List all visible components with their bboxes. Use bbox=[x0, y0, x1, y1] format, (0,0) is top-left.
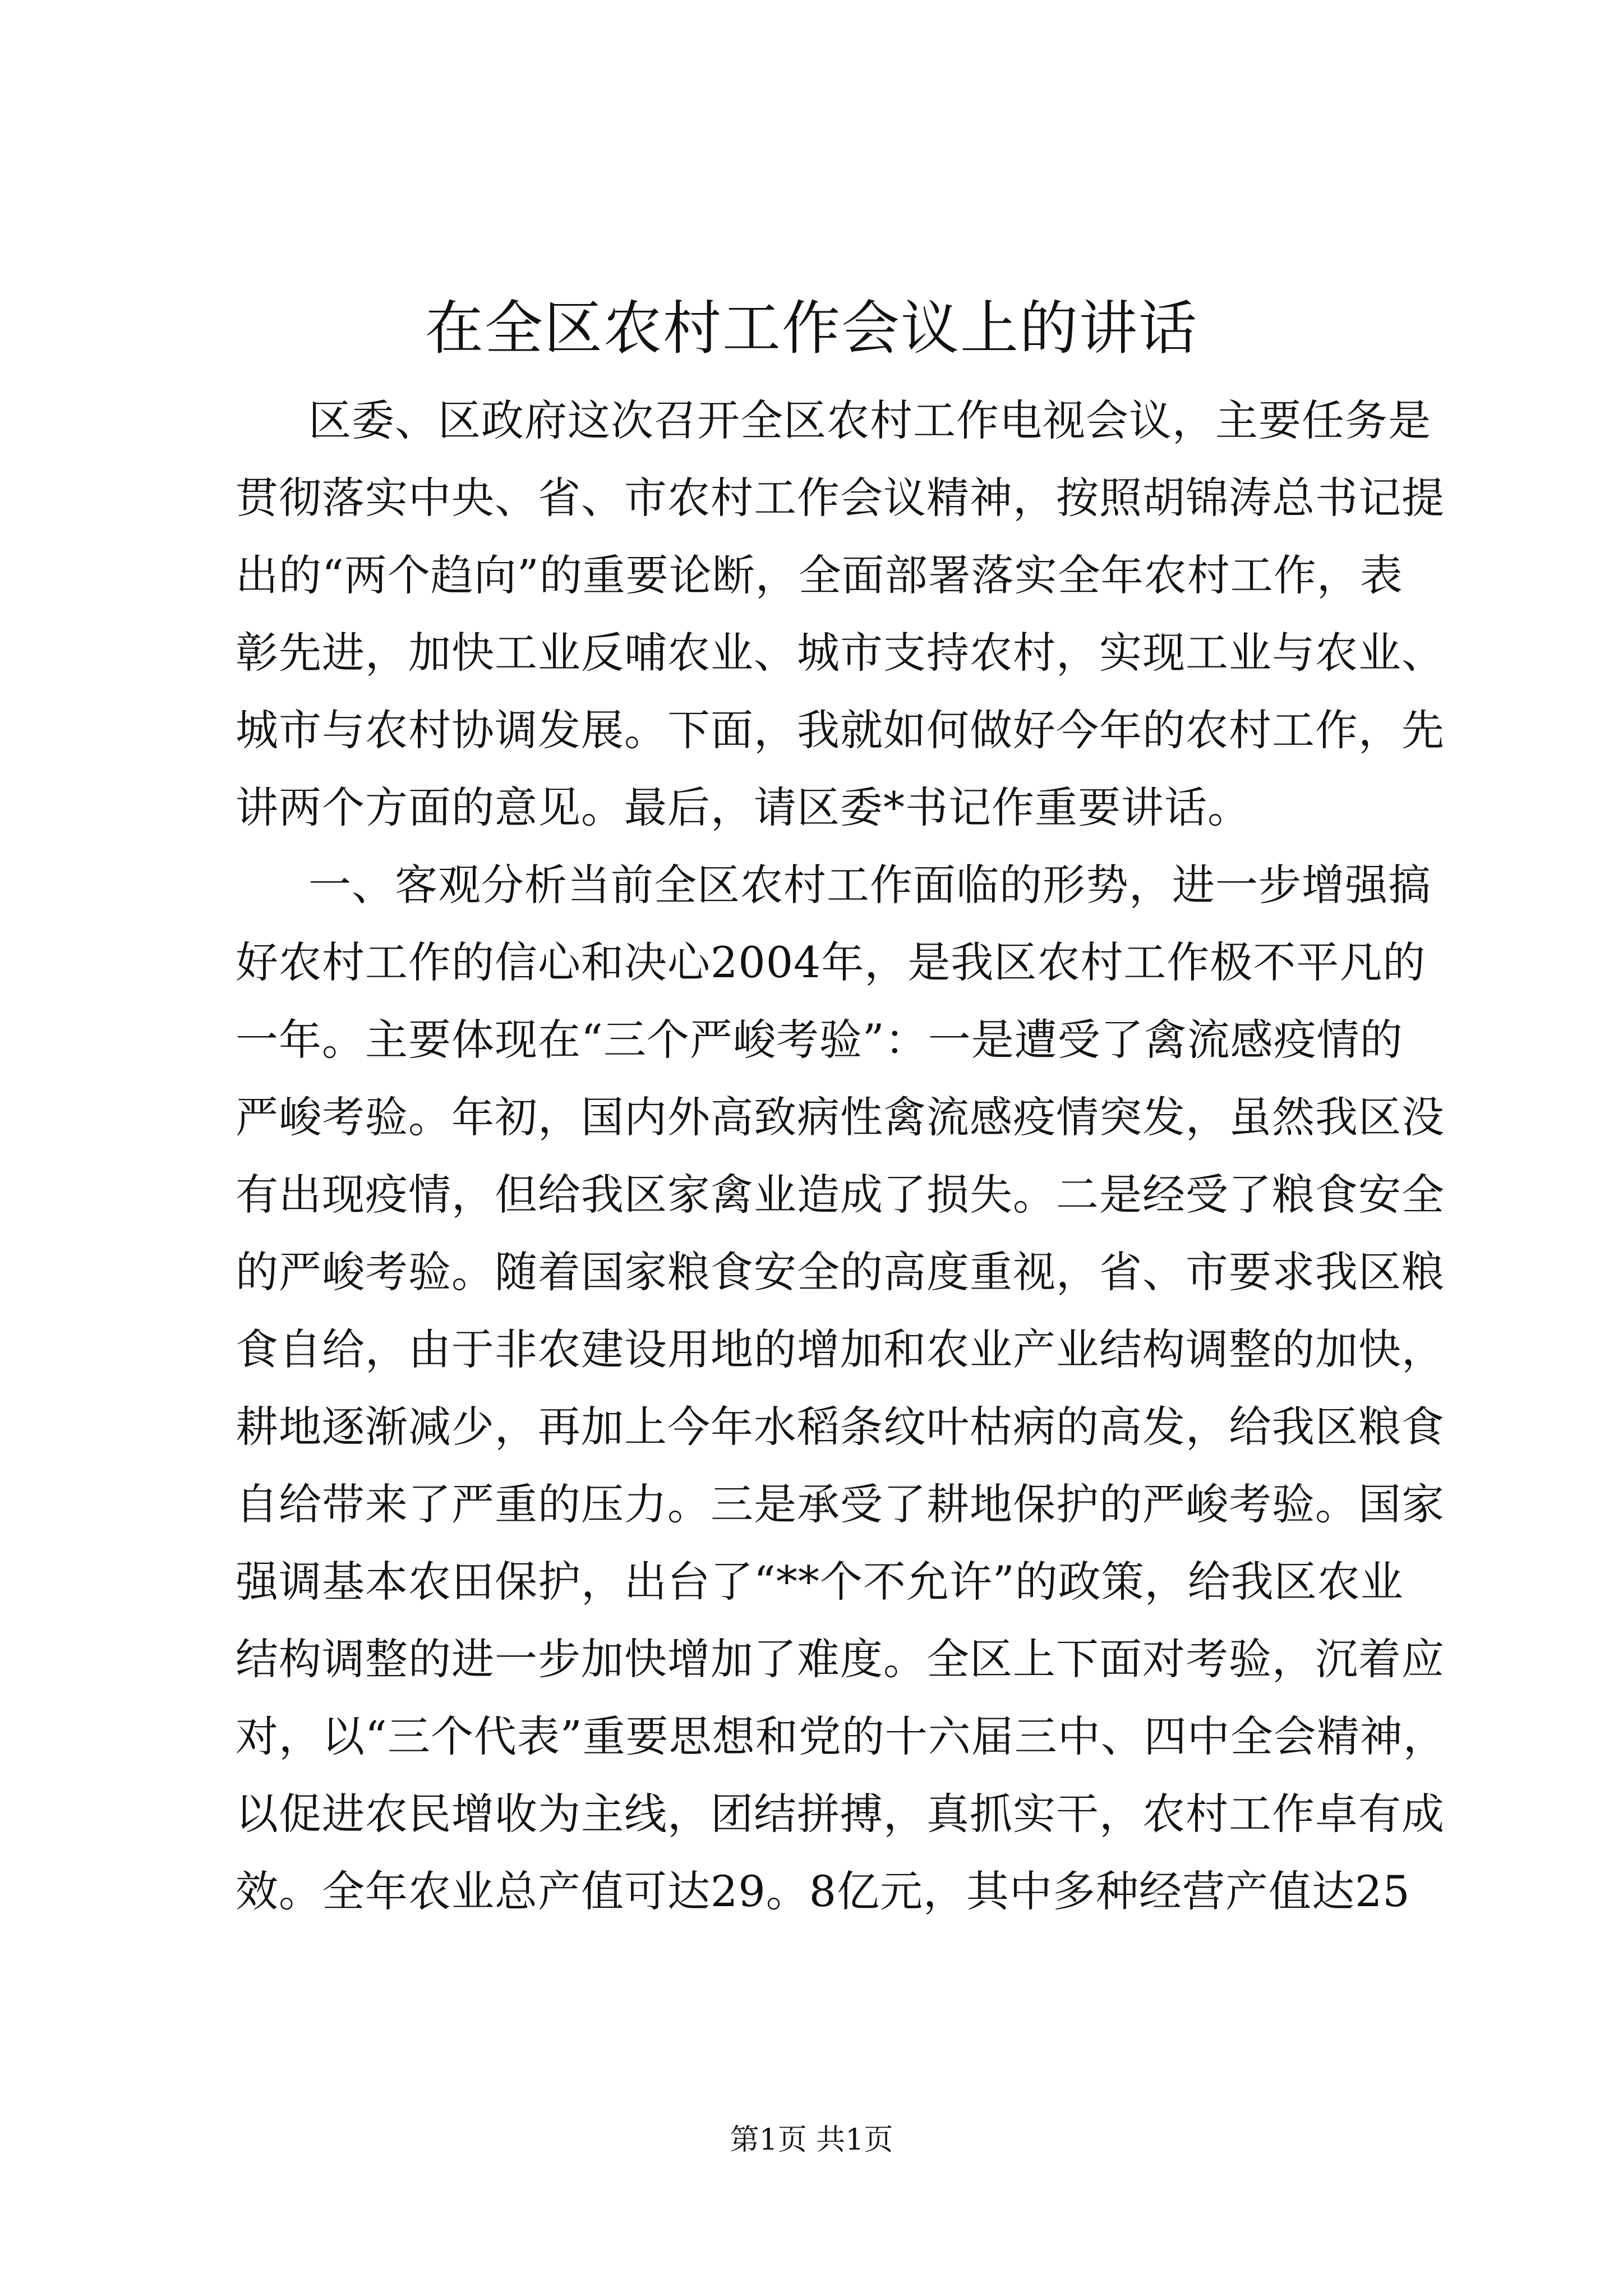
text-line: 耕地逐渐减少，再加上今年水稻条纹叶枯病的高发，给我区粮食 bbox=[236, 1402, 1445, 1452]
page-footer: 第1页 共1页 bbox=[730, 2123, 893, 2157]
text-line: 结构调整的进一步加快增加了难度。全区上下面对考验，沉着应 bbox=[236, 1634, 1445, 1684]
text-line: 一年。主要体现在“三个严峻考验”：一是遭受了禽流感疫情的 bbox=[236, 1015, 1403, 1065]
text-line: 城市与农村协调发展。下面，我就如何做好今年的农村工作，先 bbox=[236, 705, 1445, 755]
text-line: 有出现疫情，但给我区家禽业造成了损失。二是经受了粮食安全 bbox=[236, 1170, 1445, 1220]
text-line: 效。全年农业总产值可达29。8亿元，其中多种经营产值达25 bbox=[236, 1866, 1410, 1916]
text-line: 好农村工作的信心和决心2004年，是我区农村工作极不平凡的 bbox=[236, 937, 1426, 987]
text-line: 自给带来了严重的压力。三是承受了耕地保护的严峻考验。国家 bbox=[236, 1479, 1445, 1529]
text-line: 以促进农民增收为主线，团结拼搏，真抓实干，农村工作卓有成 bbox=[236, 1789, 1445, 1839]
text-line: 彰先进，加快工业反哺农业、城市支持农村，实现工业与农业、 bbox=[236, 628, 1445, 678]
text-line: 强调基本农田保护，出台了“**个不允许”的政策，给我区农业 bbox=[236, 1557, 1404, 1607]
document-title: 在全区农村工作会议上的讲话 bbox=[425, 294, 1198, 362]
text-line: 一、客观分析当前全区农村工作面临的形势，进一步增强搞 bbox=[308, 860, 1431, 910]
text-line: 对，以“三个代表”重要思想和党的十六届三中、四中全会精神， bbox=[236, 1711, 1446, 1761]
text-line: 讲两个方面的意见。最后，请区委*书记作重要讲话。 bbox=[236, 783, 1251, 832]
text-line: 的严峻考验。随着国家粮食安全的高度重视，省、市要求我区粮 bbox=[236, 1247, 1445, 1297]
text-line: 出的“两个趋向”的重要论断，全面部署落实全年农村工作，表 bbox=[236, 550, 1403, 600]
text-line: 严峻考验。年初，国内外高致病性禽流感疫情突发，虽然我区没 bbox=[236, 1092, 1445, 1142]
text-line: 食自给，由于非农建设用地的增加和农业产业结构调整的加快， bbox=[236, 1324, 1445, 1374]
text-line: 贯彻落实中央、省、市农村工作会议精神，按照胡锦涛总书记提 bbox=[236, 473, 1445, 523]
text-line: 区委、区政府这次召开全区农村工作电视会议，主要任务是 bbox=[308, 395, 1431, 445]
